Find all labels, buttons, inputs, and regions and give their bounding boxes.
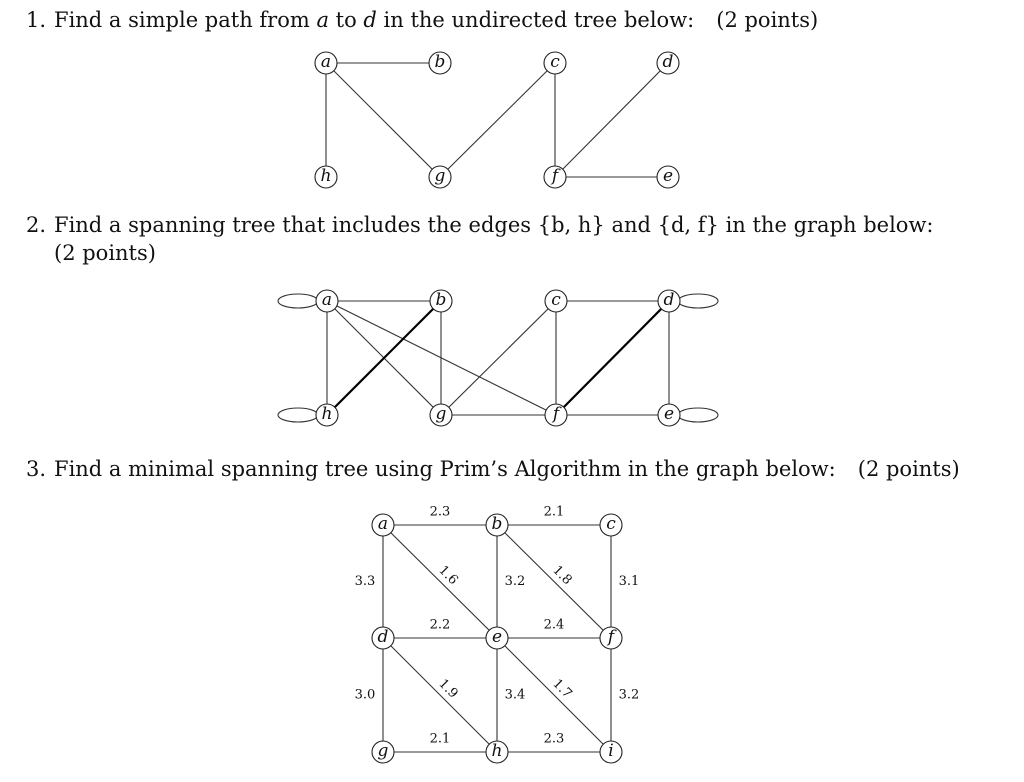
node-label-f: f — [607, 627, 615, 647]
node-a — [372, 514, 394, 536]
node-label-a: a — [321, 290, 333, 310]
node-label-b: b — [491, 514, 503, 534]
node-b — [486, 514, 508, 536]
points-label: (2 points) — [716, 8, 819, 32]
weight-label-d-g: 3.0 — [354, 687, 376, 703]
edge-set-df: {d, f} — [657, 213, 719, 237]
node-label-b: b — [435, 290, 447, 310]
node-label-c: c — [550, 52, 560, 72]
problem-text: in the graph below: — [718, 213, 934, 237]
node-label-b: b — [434, 52, 446, 72]
node-label-g: g — [377, 741, 389, 761]
node-label-c: c — [606, 514, 616, 534]
node-label-e: e — [662, 166, 674, 186]
weight-label-g-h: 2.1 — [429, 731, 451, 747]
problem-text: to — [328, 8, 364, 32]
weight-label-c-f: 3.1 — [618, 574, 640, 589]
node-h — [486, 741, 508, 763]
var-d: d — [363, 8, 377, 32]
node-e — [486, 627, 508, 649]
problem-number: 1. — [26, 8, 47, 32]
node-label-e: e — [663, 404, 675, 424]
weight-label-a-b: 2.3 — [429, 504, 451, 520]
node-label-f: f — [551, 166, 559, 186]
weight-label-e-f: 2.4 — [543, 617, 565, 633]
weight-label-e-i: 1.7 — [549, 676, 575, 702]
node-label-d: d — [663, 290, 675, 310]
node-f — [600, 627, 622, 649]
node-label-d: d — [377, 627, 389, 647]
weight-label-b-e: 3.2 — [504, 574, 526, 589]
node-label-i: i — [608, 741, 614, 761]
weight-label-a-e: 1.6 — [435, 562, 461, 589]
problem-text: and — [604, 213, 658, 237]
weight-label-e-h: 3.4 — [504, 687, 526, 703]
node-label-a: a — [320, 52, 332, 72]
node-g — [372, 741, 394, 763]
node-label-a: a — [377, 514, 389, 534]
problem-number: 2. — [26, 213, 47, 237]
node-label-f: f — [552, 404, 560, 424]
node-label-g: g — [435, 404, 447, 424]
node-label-h: h — [320, 166, 332, 186]
weight-label-b-f: 1.8 — [549, 562, 575, 589]
weight-label-h-i: 2.3 — [543, 731, 565, 747]
node-label-h: h — [321, 404, 333, 424]
node-label-d: d — [662, 52, 674, 72]
weight-label-b-c: 2.1 — [543, 504, 565, 520]
node-label-c: c — [551, 290, 561, 310]
weight-label-a-d: 3.3 — [354, 574, 376, 589]
var-a: a — [316, 8, 329, 32]
points-label: (2 points) — [857, 457, 960, 481]
weight-label-d-h: 1.9 — [435, 676, 461, 702]
problem-text: Find a spanning tree that includes the edges — [54, 213, 538, 237]
problem-text: Find a minimal spanning tree using Prim’s Algorithm in the graph below: — [54, 457, 836, 481]
problem-text: Find a simple path from — [54, 8, 317, 32]
weight-label-d-e: 2.2 — [429, 617, 451, 633]
node-d — [372, 627, 394, 649]
node-label-e: e — [491, 627, 503, 647]
node-c — [600, 514, 622, 536]
node-i — [600, 741, 622, 763]
problem-text: in the undirected tree below: — [376, 8, 695, 32]
points-label: (2 points) — [54, 241, 156, 265]
edge-set-bh: {b, h} — [537, 213, 605, 237]
weight-label-f-i: 3.2 — [618, 687, 640, 703]
node-label-h: h — [491, 741, 503, 761]
node-label-g: g — [434, 166, 446, 186]
problem-number: 3. — [26, 457, 47, 481]
